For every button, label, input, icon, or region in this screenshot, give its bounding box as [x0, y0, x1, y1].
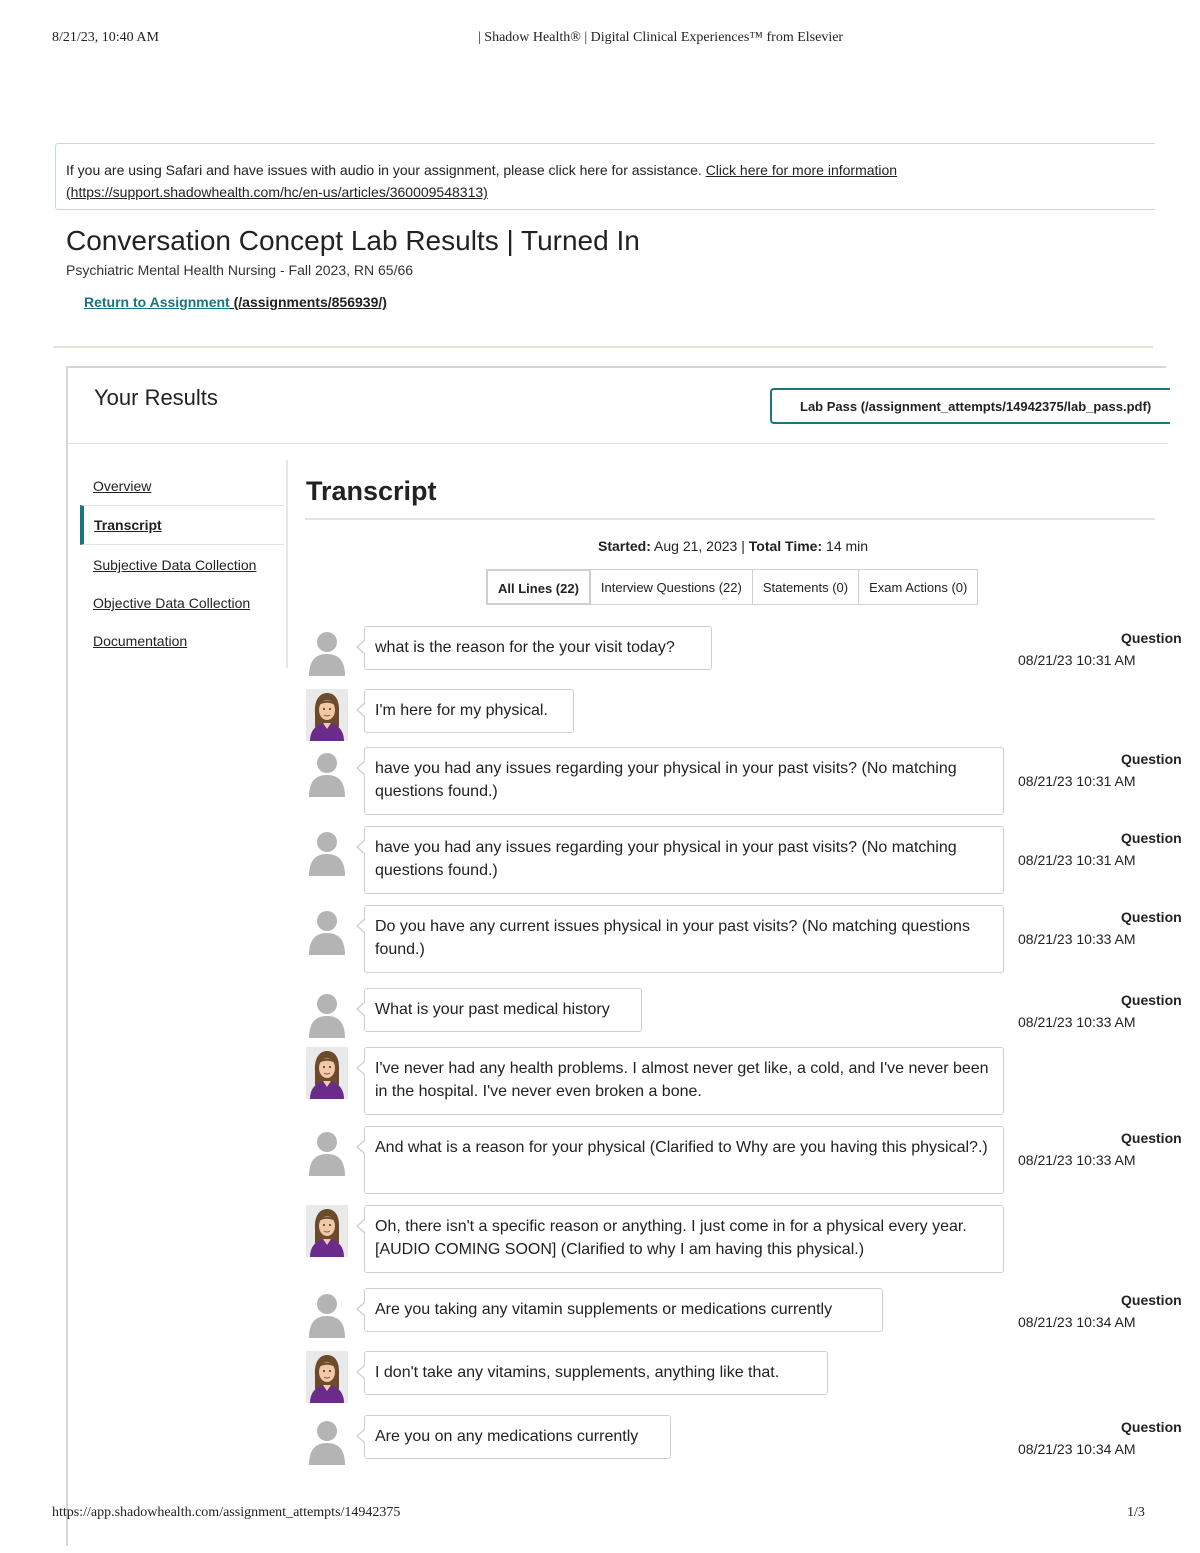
- line-timestamp: 08/21/23 10:33 AM: [1018, 931, 1136, 947]
- line-type-label: Question: [1121, 630, 1182, 646]
- transcript-bubble: Oh, there isn't a specific reason or anything. I just come in for a physical every year. [AUDIO COMING SOON] (Clarified to why I am having this physical.): [364, 1205, 1004, 1273]
- print-datetime: 8/21/23, 10:40 AM: [52, 30, 159, 45]
- card-separator: [68, 443, 1168, 444]
- started-value: Aug 21, 2023 |: [650, 538, 749, 554]
- line-type-label: Question: [1121, 1419, 1182, 1435]
- notice-text: [66, 159, 1066, 203]
- started-label: Started:: [598, 538, 651, 554]
- filter-interview-questions[interactable]: Interview Questions (22): [590, 569, 753, 605]
- line-type-label: Question: [1121, 1292, 1182, 1308]
- filter-exam-actions[interactable]: Exam Actions (0): [858, 569, 978, 605]
- total-time-value: 14 min: [822, 538, 869, 554]
- line-type-label: Question: [1121, 909, 1182, 925]
- filter-all-lines[interactable]: All Lines (22): [486, 569, 591, 605]
- transcript-bubble: Do you have any current issues physical in your past visits? (No matching questions found.): [364, 905, 1004, 973]
- line-timestamp: 08/21/23 10:31 AM: [1018, 652, 1136, 668]
- patient-avatar-icon: [306, 1351, 348, 1403]
- line-type-label: Question: [1121, 751, 1182, 767]
- transcript-bubble: have you had any issues regarding your physical in your past visits? (No matching questions found.): [364, 826, 1004, 894]
- transcript-bubble: have you had any issues regarding your physical in your past visits? (No matching questions found.): [364, 747, 1004, 815]
- patient-avatar-icon: [306, 689, 348, 741]
- page-subtitle: Psychiatric Mental Health Nursing - Fall 2023, RN 65/66: [66, 262, 414, 278]
- sidenav-item-transcript[interactable]: [80, 505, 284, 545]
- sidenav-item-objective[interactable]: Objective Data Collection: [93, 595, 251, 611]
- student-avatar-icon: [306, 988, 348, 1040]
- total-time-label: Total Time:: [748, 538, 823, 554]
- sidenav-item-subjective[interactable]: Subjective Data Collection: [93, 557, 257, 573]
- print-title: | Shadow Health® | Digital Clinical Experiences™ from Elsevier: [478, 30, 844, 45]
- transcript-bubble: I don't take any vitamins, supplements, anything like that.: [364, 1351, 828, 1395]
- sidenav-item-overview[interactable]: Overview: [93, 478, 152, 494]
- transcript-bubble: what is the reason for the your visit today?: [364, 626, 712, 670]
- student-avatar-icon: [306, 626, 348, 678]
- line-type-label: Question: [1121, 992, 1182, 1008]
- filter-statements[interactable]: Statements (0): [752, 569, 859, 605]
- line-timestamp: 08/21/23 10:34 AM: [1018, 1441, 1136, 1457]
- sidenav-item-label: Transcript: [94, 517, 162, 533]
- student-avatar-icon: [306, 1415, 348, 1467]
- notice-more-info-link[interactable]: Click here for more information: [705, 162, 898, 178]
- page-title: Conversation Concept Lab Results | Turned In: [66, 225, 640, 256]
- line-timestamp: 08/21/23 10:31 AM: [1018, 773, 1136, 789]
- student-avatar-icon: [306, 826, 348, 878]
- sidenav-item-documentation[interactable]: Documentation: [93, 633, 188, 649]
- print-footer: [0, 1505, 1200, 1525]
- return-link-url[interactable]: (/assignments/856939/): [229, 294, 387, 310]
- lab-pass-button[interactable]: Lab Pass (/assignment_attempts/14942375/lab_pass.pdf): [770, 388, 1170, 424]
- header-divider: [53, 346, 1153, 348]
- student-avatar-icon: [306, 1126, 348, 1178]
- return-to-assignment[interactable]: [84, 294, 387, 310]
- transcript-title: Transcript: [306, 476, 437, 506]
- patient-avatar-icon: [306, 1047, 348, 1099]
- student-avatar-icon: [306, 905, 348, 957]
- return-link-label[interactable]: Return to Assignment: [84, 294, 230, 310]
- results-sidenav: [80, 460, 288, 668]
- transcript-meta: [598, 538, 868, 554]
- transcript-bubble: I'm here for my physical.: [364, 689, 574, 733]
- transcript-bubble: Are you on any medications currently: [364, 1415, 671, 1459]
- transcript-rule: [305, 518, 1155, 520]
- patient-avatar-icon: [306, 1205, 348, 1257]
- transcript-filters: [487, 569, 978, 605]
- line-timestamp: 08/21/23 10:33 AM: [1018, 1152, 1136, 1168]
- line-type-label: Question: [1121, 830, 1182, 846]
- notice-message: If you are using Safari and have issues with audio in your assignment, please click here for assistance.: [66, 162, 706, 178]
- transcript-bubble: And what is a reason for your physical (Clarified to Why are you having this physical?.): [364, 1126, 1004, 1194]
- transcript-bubble: Are you taking any vitamin supplements or medications currently: [364, 1288, 883, 1332]
- print-page-number: 1/3: [1127, 1505, 1145, 1520]
- student-avatar-icon: [306, 1288, 348, 1340]
- notice-url-link[interactable]: (https://support.shadowhealth.com/hc/en-us/articles/360009548313): [66, 184, 488, 200]
- student-avatar-icon: [306, 747, 348, 799]
- line-timestamp: 08/21/23 10:34 AM: [1018, 1314, 1136, 1330]
- line-timestamp: 08/21/23 10:31 AM: [1018, 852, 1136, 868]
- transcript-bubble: What is your past medical history: [364, 988, 642, 1032]
- print-url: https://app.shadowhealth.com/assignment_attempts/14942375: [52, 1505, 401, 1520]
- transcript-bubble: I've never had any health problems. I almost never get like, a cold, and I've never been in the hospital. I've never even broken a bone.: [364, 1047, 1004, 1115]
- results-heading: Your Results: [94, 385, 218, 410]
- line-timestamp: 08/21/23 10:33 AM: [1018, 1014, 1136, 1030]
- line-type-label: Question: [1121, 1130, 1182, 1146]
- safari-notice: [55, 143, 1155, 210]
